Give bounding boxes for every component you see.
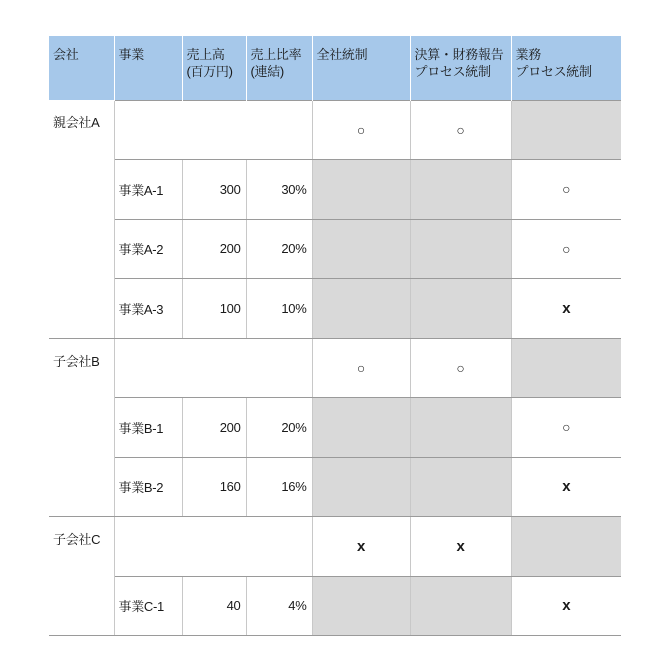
business-control-mark: ○	[511, 160, 621, 220]
gray-cell	[410, 576, 511, 636]
business-control-mark: x	[511, 457, 621, 517]
company-cell: 親会社A	[49, 100, 114, 338]
gray-cell	[312, 279, 410, 339]
sales-cell: 100	[182, 279, 246, 339]
header-business-control	[511, 36, 621, 100]
business-control-mark: ○	[511, 398, 621, 458]
header-ratio	[246, 36, 312, 100]
ratio-cell: 10%	[246, 279, 312, 339]
gray-cell	[410, 160, 511, 220]
header-sales-line1: 売上高	[186, 47, 225, 62]
business-cell: 事業A-1	[114, 160, 182, 220]
gray-cell	[511, 517, 621, 577]
business-cell: 事業A-2	[114, 219, 182, 279]
control-scope-table-container	[49, 36, 621, 636]
header-ratio-line2: (連結)	[250, 64, 284, 79]
empty-cell	[114, 517, 312, 577]
header-business-control-line1: 業務	[515, 47, 541, 62]
table-row-b2	[49, 457, 621, 517]
header-business: 事業	[114, 36, 182, 100]
header-company: 会社	[49, 36, 114, 100]
company-cell: 子会社C	[49, 517, 114, 636]
header-entity-control: 全社統制	[312, 36, 410, 100]
gray-cell	[410, 457, 511, 517]
table-row-c1	[49, 576, 621, 636]
table-row-sub-b	[49, 338, 621, 398]
gray-cell	[312, 576, 410, 636]
entity-control-mark: ○	[312, 100, 410, 160]
empty-cell	[114, 100, 312, 160]
sales-cell: 300	[182, 160, 246, 220]
company-cell: 子会社B	[49, 338, 114, 517]
header-closing-control	[410, 36, 511, 100]
sales-cell: 200	[182, 398, 246, 458]
ratio-cell: 4%	[246, 576, 312, 636]
header-sales	[182, 36, 246, 100]
gray-cell	[410, 398, 511, 458]
table-body	[49, 100, 621, 636]
control-scope-table	[49, 36, 621, 636]
gray-cell	[312, 457, 410, 517]
business-control-mark: x	[511, 576, 621, 636]
business-cell: 事業C-1	[114, 576, 182, 636]
business-cell: 事業A-3	[114, 279, 182, 339]
entity-control-mark: ○	[312, 338, 410, 398]
business-cell: 事業B-2	[114, 457, 182, 517]
header-closing-line1: 決算・財務報告	[414, 47, 504, 62]
header-sales-line2: (百万円)	[186, 64, 233, 79]
gray-cell	[312, 219, 410, 279]
header-closing-line2: プロセス統制	[414, 64, 491, 79]
sales-cell: 40	[182, 576, 246, 636]
ratio-cell: 30%	[246, 160, 312, 220]
ratio-cell: 20%	[246, 219, 312, 279]
table-row-a3	[49, 279, 621, 339]
gray-cell	[312, 160, 410, 220]
gray-cell	[511, 100, 621, 160]
header-ratio-line1: 売上比率	[250, 47, 302, 62]
ratio-cell: 16%	[246, 457, 312, 517]
gray-cell	[410, 279, 511, 339]
table-row-sub-c	[49, 517, 621, 577]
header-business-control-line2: プロセス統制	[515, 64, 592, 79]
table-header	[49, 36, 621, 100]
gray-cell	[410, 219, 511, 279]
table-row-parent-a	[49, 100, 621, 160]
empty-cell	[114, 338, 312, 398]
closing-control-mark: ○	[410, 338, 511, 398]
header-row	[49, 36, 621, 100]
table-row-a2	[49, 219, 621, 279]
business-control-mark: x	[511, 279, 621, 339]
table-row-b1	[49, 398, 621, 458]
sales-cell: 160	[182, 457, 246, 517]
gray-cell	[511, 338, 621, 398]
gray-cell	[312, 398, 410, 458]
closing-control-mark: x	[410, 517, 511, 577]
sales-cell: 200	[182, 219, 246, 279]
entity-control-mark: x	[312, 517, 410, 577]
business-cell: 事業B-1	[114, 398, 182, 458]
closing-control-mark: ○	[410, 100, 511, 160]
business-control-mark: ○	[511, 219, 621, 279]
table-row-a1	[49, 160, 621, 220]
ratio-cell: 20%	[246, 398, 312, 458]
